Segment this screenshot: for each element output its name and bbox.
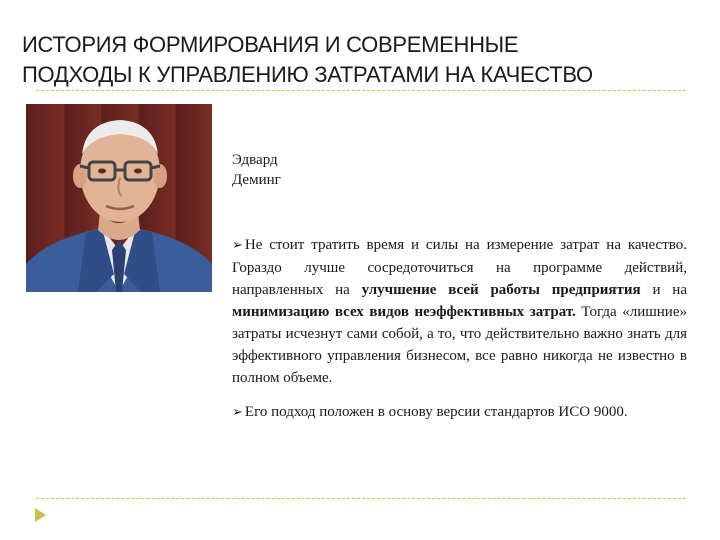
triangle-marker-icon	[35, 508, 46, 522]
bottom-divider	[36, 498, 686, 499]
person-name	[232, 150, 281, 190]
bullet-1-text-b: и на	[640, 282, 687, 298]
bullet-item-2	[232, 401, 687, 424]
slide-title	[22, 30, 712, 90]
bullet-2-text: Его подход положен в основу версии стандартов ИСО 9000.	[244, 404, 628, 420]
bullet-1-text-c: Тогда «лишние» затраты исчезнут сами собой, а то, что действительно важно знать для эффективного управления бизнесом, все равно никогда не известно в полном объеме.	[232, 304, 687, 386]
person-last-name: Деминг	[232, 172, 281, 188]
bullet-1-text-a: Не стоит тратить время и силы на измерение затрат на качество. Гораздо лучше сосредоточиться на программе действий, направленных на	[232, 237, 687, 298]
bullet-list	[232, 234, 687, 436]
bullet-1-emphasis-b: минимизацию всех видов неэффективных затрат.	[232, 304, 576, 320]
portrait-photo-icon	[26, 104, 212, 292]
person-first-name: Эдвард	[232, 152, 278, 168]
arrowhead-bullet-icon: ➢	[232, 405, 243, 420]
slide-title-line-2: ПОДХОДЫ К УПРАВЛЕНИЮ ЗАТРАТАМИ НА КАЧЕСТВО	[22, 62, 593, 87]
slide-title-line-1: ИСТОРИЯ ФОРМИРОВАНИЯ И СОВРЕМЕННЫЕ	[22, 32, 519, 57]
bullet-1-emphasis-a: улучшение всей работы предприятия	[361, 282, 641, 298]
arrowhead-bullet-icon: ➢	[232, 238, 243, 253]
top-divider	[36, 90, 686, 91]
bullet-item-1	[232, 234, 687, 389]
